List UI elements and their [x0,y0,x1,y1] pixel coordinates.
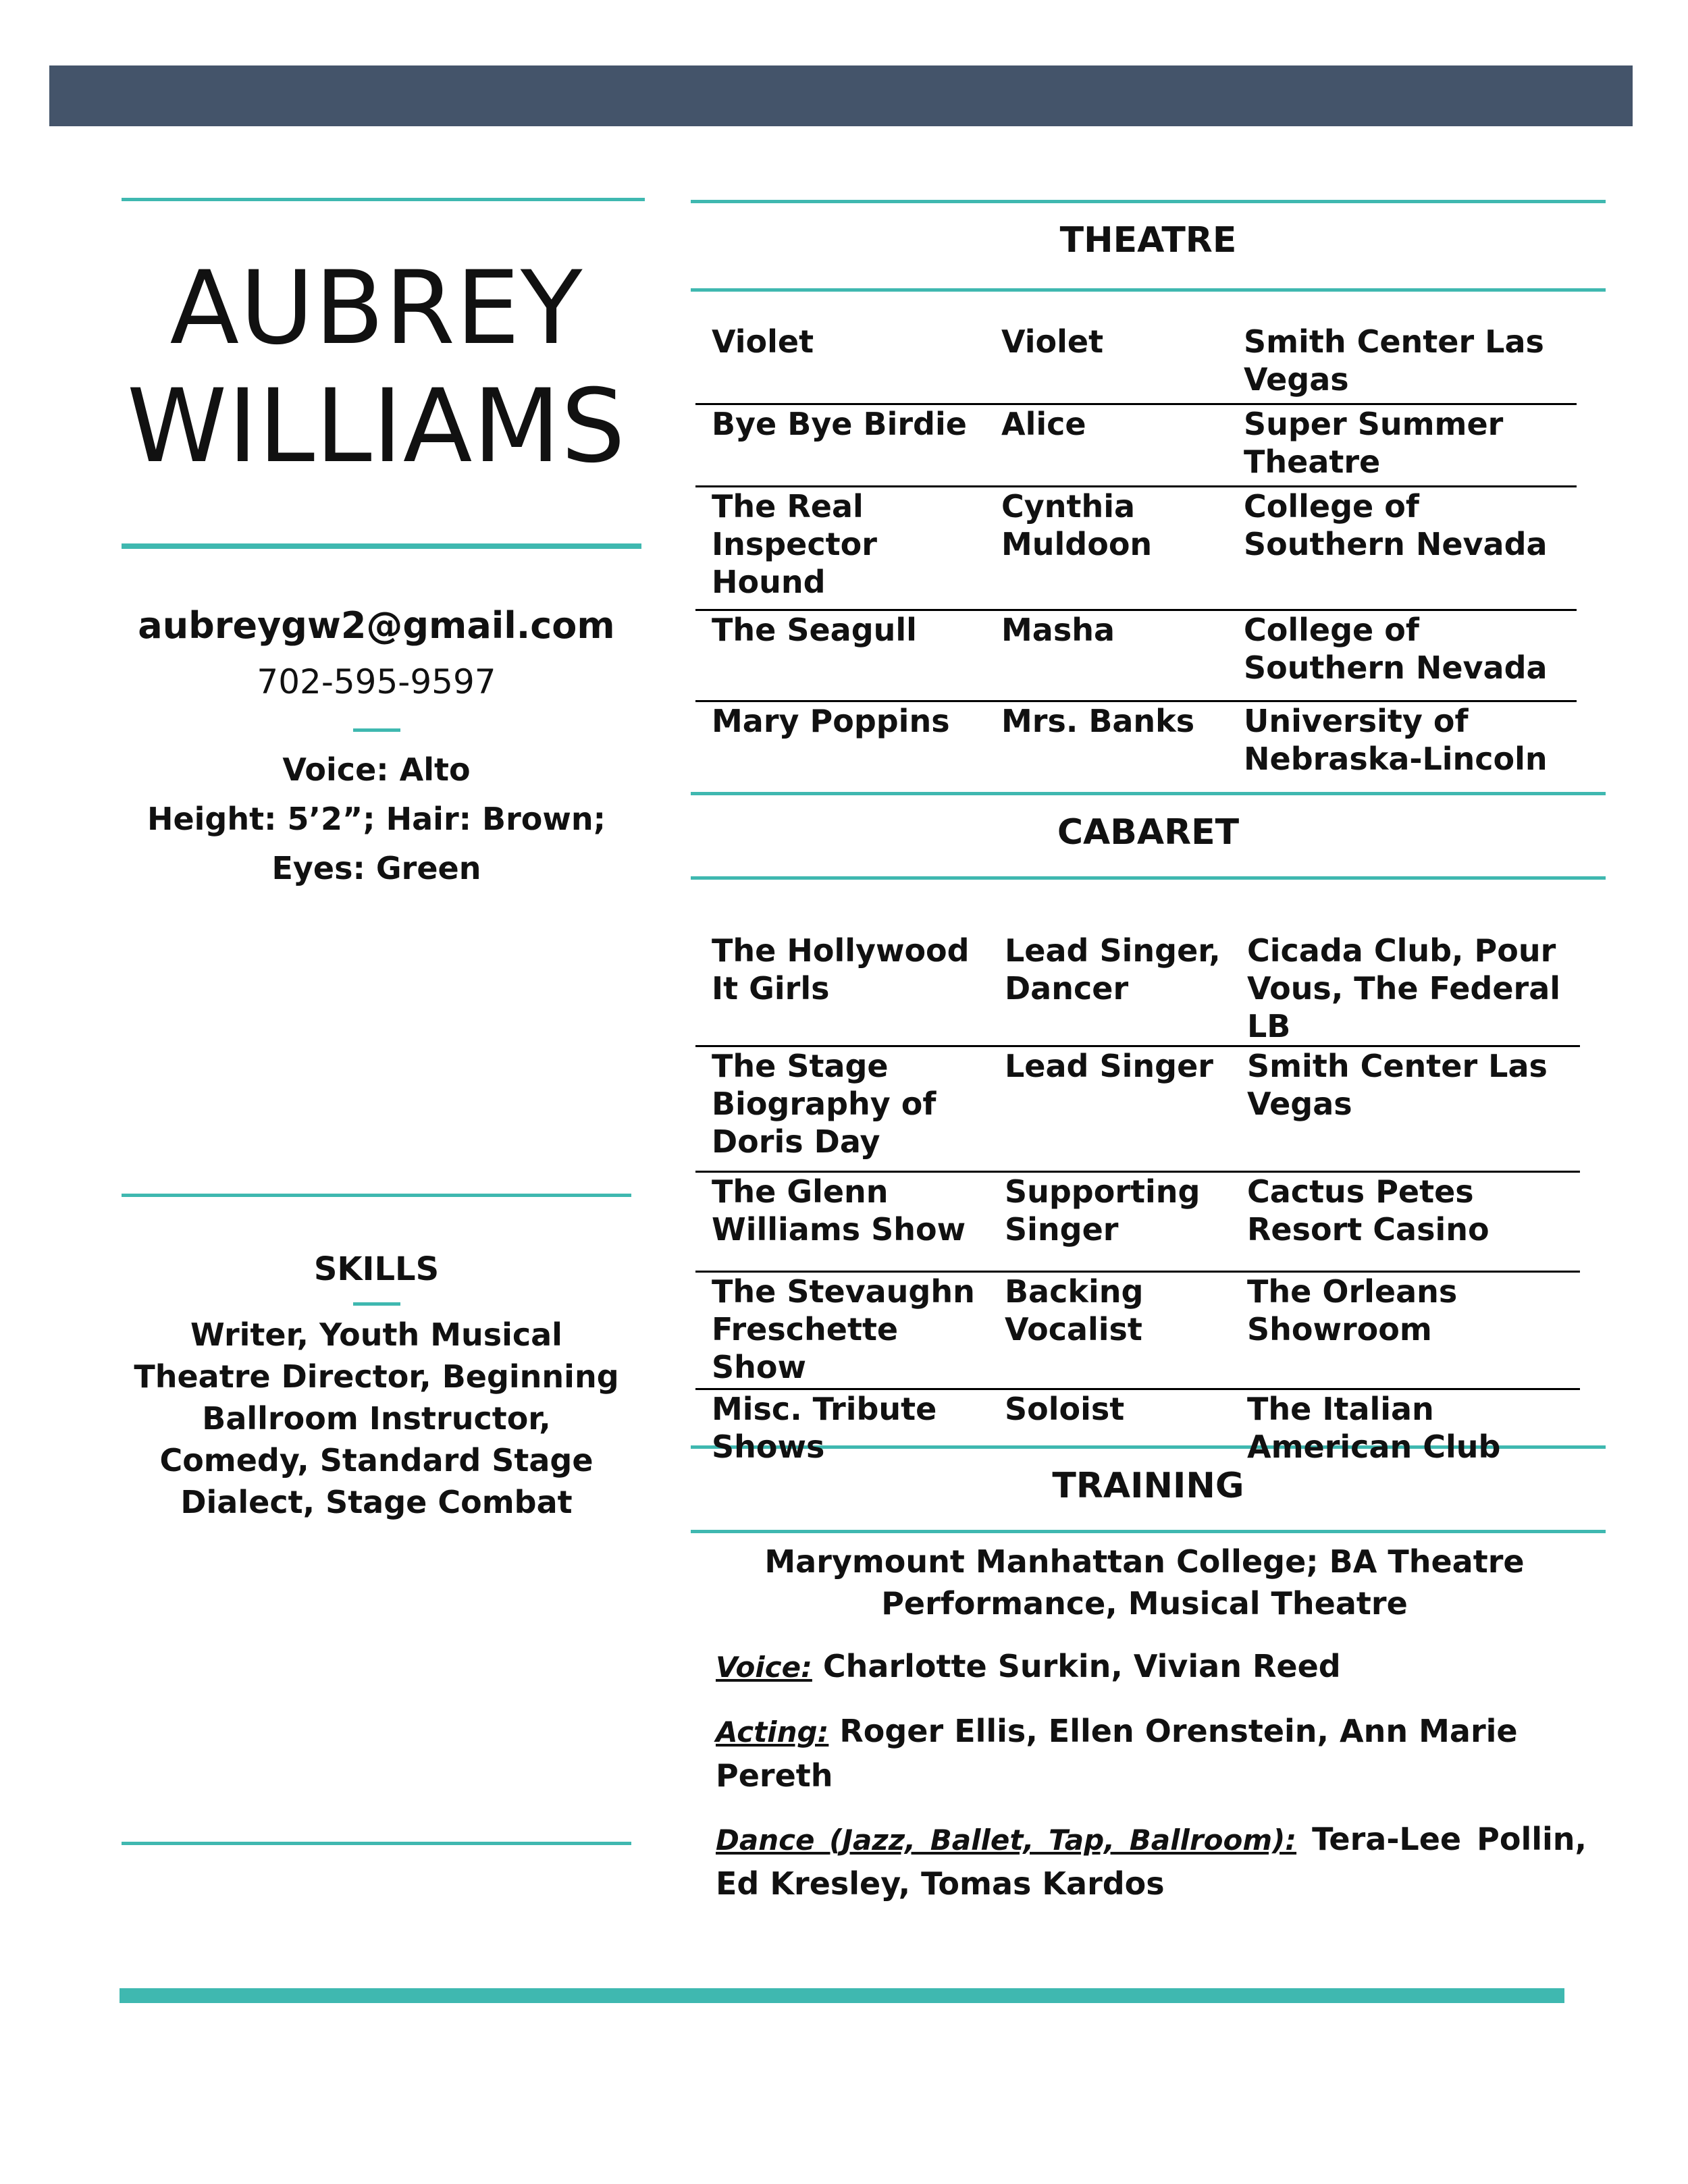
table-row [695,932,1580,1046]
role: Violet [1001,323,1104,360]
show-title: Mary Poppins [712,702,950,739]
skills-divider [353,1302,400,1306]
phone: 702-595-9597 [257,662,496,701]
venue: Cactus Petes Resort Casino [1247,1173,1489,1248]
training-voice [716,1645,1587,1689]
name-last: WILLIAMS [126,368,627,485]
training-section [716,1541,1587,1905]
skills-section [122,1246,631,1523]
venue: University of Nebraska-Lincoln [1244,702,1548,777]
voice-teachers: Charlotte Surkin, Vivian Reed [822,1648,1341,1684]
show-title: Bye Bye Birdie [712,405,967,442]
table-row [695,1046,1580,1172]
candidate-name [122,250,631,486]
training-acting [716,1709,1587,1797]
eyes: Eyes: Green [271,850,481,886]
show-title: The Real Inspector Hound [712,487,877,600]
voice-type: Voice: Alto [282,751,471,788]
theatre-table [695,323,1577,789]
height-hair: Height: 5’2”; Hair: Brown; [147,801,606,837]
role: Masha [1001,611,1115,648]
venue: College of Southern Nevada [1244,611,1548,686]
table-row [695,1389,1580,1477]
left-rule-under-name [122,543,641,549]
theatre-rule-top [691,200,1606,203]
role: Backing Vocalist [1005,1273,1144,1348]
skills-heading: SKILLS [313,1250,440,1288]
venue: College of Southern Nevada [1244,487,1548,562]
dance-teachers: Tera-Lee Pollin, Ed Kresley, Tomas Kardos [716,1821,1587,1902]
contact-divider [353,728,400,732]
venue: The Italian American Club [1247,1391,1501,1465]
training-dance [716,1817,1587,1905]
venue: Cicada Club, Pour Vous, The Federal LB [1247,932,1561,1044]
cabaret-rule-bottom [691,876,1606,880]
show-title: The Glenn Williams Show [712,1173,966,1248]
table-row [695,1172,1580,1272]
theatre-heading: THEATRE [1059,220,1237,261]
role: Mrs. Banks [1001,702,1195,739]
show-title: The Hollywood It Girls [712,932,970,1007]
name-first: AUBREY [169,250,583,367]
table-row [695,610,1577,701]
table-row [695,323,1577,404]
show-title: The Stage Biography of Doris Day [712,1048,937,1160]
voice-label: Voice: [716,1651,812,1684]
cabaret-table [695,932,1580,1477]
role: Cynthia Muldoon [1001,487,1153,562]
show-title: Misc. Tribute Shows [712,1391,937,1465]
left-rule-bottom [122,1842,631,1845]
email: aubreygw2@gmail.com [138,604,615,647]
venue: Smith Center Las Vegas [1244,323,1544,398]
role: Supporting Singer [1005,1173,1201,1248]
table-row [695,486,1577,610]
show-title: The Seagull [712,611,917,648]
acting-label: Acting: [716,1715,829,1749]
theatre-rule-bottom [691,288,1606,292]
venue: Super Summer Theatre [1244,405,1504,480]
table-row [695,1272,1580,1389]
contact-block [122,597,631,893]
show-title: The Stevaughn Freschette Show [712,1273,975,1385]
venue: Smith Center Las Vegas [1247,1048,1548,1122]
footer-bar [120,1988,1564,2003]
table-row [695,701,1577,789]
training-rule-bottom [691,1530,1606,1533]
school: Marymount Manhattan College; BA Theatre Performance, Musical Theatre [764,1543,1525,1622]
dance-label: Dance (Jazz, Ballet, Tap, Ballroom): [716,1823,1297,1857]
left-rule-top [122,198,645,201]
table-row [695,404,1577,486]
acting-teachers: Roger Ellis, Ellen Orenstein, Ann Marie Pereth [716,1713,1518,1794]
cabaret-heading: CABARET [1057,812,1240,853]
training-heading: TRAINING [1052,1466,1244,1506]
header-bar [49,65,1633,126]
skills-text: Writer, Youth Musical Theatre Director, Beginning Ballroom Instructor, Comedy, Standard Stage Dialect, Stage Combat [134,1316,619,1520]
role: Soloist [1005,1391,1125,1427]
venue: The Orleans Showroom [1247,1273,1458,1348]
role: Alice [1001,405,1086,442]
left-rule-above-skills [122,1194,631,1197]
role: Lead Singer [1005,1048,1213,1084]
cabaret-rule-top [691,792,1606,795]
role: Lead Singer, Dancer [1005,932,1221,1007]
show-title: Violet [712,323,814,360]
